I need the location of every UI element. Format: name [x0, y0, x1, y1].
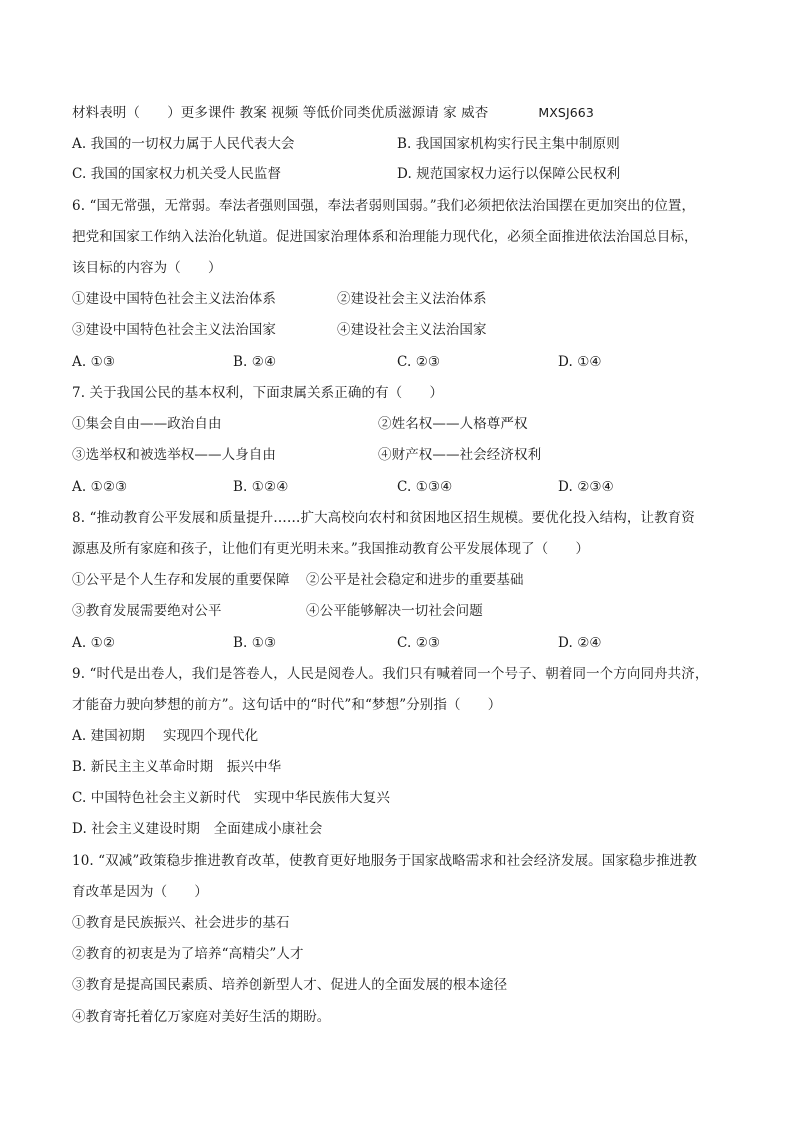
- q6-stem-line-3: 该目标的内容为（ ）: [72, 260, 222, 276]
- q10-item-2: ②教育的初衷是为了培养“高精尖”人才: [72, 946, 304, 962]
- q6-option-d[interactable]: D. ①④: [558, 354, 602, 370]
- q7-item-2: ②姓名权——人格尊严权: [378, 416, 528, 432]
- q10-item-3: ③教育是提高国民素质、培养创新型人才、促进人的全面发展的根本途径: [72, 977, 508, 993]
- q6-option-b[interactable]: B. ②④: [233, 354, 277, 370]
- q5-stem-tail: [72, 103, 594, 123]
- q7-stem-line-1: 7. 关于我国公民的基本权利，下面隶属关系正确的有（ ）: [72, 385, 444, 401]
- q7-item-1: ①集会自由——政治自由: [72, 416, 222, 432]
- q7-option-c[interactable]: C. ①③④: [397, 479, 453, 495]
- q7-option-d[interactable]: D. ②③④: [558, 479, 614, 495]
- q7-option-a[interactable]: A. ①②③: [72, 479, 128, 495]
- q10-stem-line-1: 10. “双减”政策稳步推进教育改革，使教育更好地服务于国家战略需求和社会经济发展。国家稳步推进教: [72, 853, 697, 869]
- q8-item-4: ④公平能够解决一切社会问题: [306, 603, 483, 619]
- q7-item-4: ④财产权——社会经济权利: [378, 447, 542, 463]
- q10-item-1: ①教育是民族振兴、社会进步的基石: [72, 915, 290, 931]
- q10-item-4: ④教育寄托着亿万家庭对美好生活的期盼。: [72, 1009, 331, 1025]
- q9-stem-line-1: 9. “时代是出卷人，我们是答卷人，人民是阅卷人。我们只有喊着同一个号子、朝着同一个方向同舟共济，: [72, 666, 709, 682]
- q8-option-a[interactable]: A. ①②: [72, 635, 116, 651]
- q9-option-d[interactable]: D. 社会主义建设时期 全面建成小康社会: [72, 821, 323, 837]
- q5-stem-text: 材料表明（ ）更多课件 教案 视频 等低价同类优质滋源请 家 威杏: [72, 105, 489, 121]
- q7-option-b[interactable]: B. ①②④: [233, 479, 289, 495]
- q8-item-2: ②公平是社会稳定和进步的重要基础: [306, 572, 524, 588]
- q5-option-b[interactable]: B. 我国国家机构实行民主集中制原则: [397, 136, 620, 152]
- watermark-text: MXSJ663: [538, 105, 594, 120]
- q9-stem-line-2: 才能奋力驶向梦想的前方”。这句话中的“时代”和“梦想”分别指（ ）: [72, 697, 502, 713]
- q10-stem-line-2: 育改革是因为（ ）: [72, 884, 208, 900]
- q6-item-2: ②建设社会主义法治体系: [337, 291, 487, 307]
- q8-item-1: ①公平是个人生存和发展的重要保障: [72, 572, 290, 588]
- q6-option-a[interactable]: A. ①③: [72, 354, 116, 370]
- q8-option-c[interactable]: C. ②③: [397, 635, 441, 651]
- q5-option-c[interactable]: C. 我国的国家权力机关受人民监督: [72, 166, 282, 182]
- q6-stem-line-2: 把党和国家工作纳入法治化轨道。促进国家治理体系和治理能力现代化，必须全面推进依法治国总目标，: [72, 229, 698, 245]
- q6-option-c[interactable]: C. ②③: [397, 354, 441, 370]
- q6-item-3: ③建设中国特色社会主义法治国家: [72, 322, 276, 338]
- q6-stem-line-1: 6. “国无常强，无常弱。奉法者强则国强，奉法者弱则国弱。”我们必须把依法治国摆在更加突出的位置，: [72, 198, 696, 214]
- q7-item-3: ③选举权和被选举权——人身自由: [72, 447, 276, 463]
- q8-item-3: ③教育发展需要绝对公平: [72, 603, 222, 619]
- q6-item-4: ④建设社会主义法治国家: [337, 322, 487, 338]
- q5-option-a[interactable]: A. 我国的一切权力属于人民代表大会: [72, 136, 295, 152]
- q6-item-1: ①建设中国特色社会主义法治体系: [72, 291, 276, 307]
- q8-option-b[interactable]: B. ①③: [233, 635, 277, 651]
- q8-option-d[interactable]: D. ②④: [558, 635, 602, 651]
- q9-option-c[interactable]: C. 中国特色社会主义新时代 实现中华民族伟大复兴: [72, 790, 390, 806]
- q8-stem-line-2: 源惠及所有家庭和孩子，让他们有更光明未来。”我国推动教育公平发展体现了（ ）: [72, 541, 590, 557]
- q8-stem-line-1: 8. “推动教育公平发展和质量提升……扩大高校向农村和贫困地区招生规模。要优化投入结构，让教育资: [72, 510, 695, 526]
- q9-option-a[interactable]: A. 建国初期 实现四个现代化: [72, 728, 259, 744]
- q5-option-d[interactable]: D. 规范国家权力运行以保障公民权利: [397, 166, 621, 182]
- q9-option-b[interactable]: B. 新民主主义革命时期 振兴中华: [72, 759, 282, 775]
